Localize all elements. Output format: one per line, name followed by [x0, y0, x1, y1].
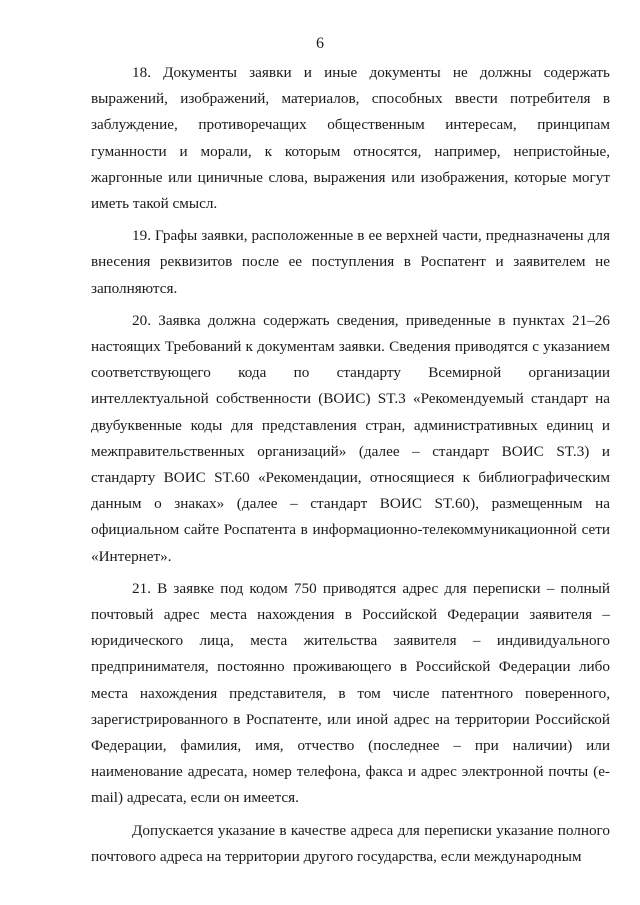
paragraph-18: 18. Документы заявки и иные документы не должны содержать выражений, изображений, материалов, способных ввести потребителя в заблуждение, противоречащих общественным интересам, принципам гуманности и морали, к которым относятся, например, непристойные, жаргонные или циничные слова, выражения или изображения, которые могут иметь такой смысл. [91, 64, 610, 213]
page-number: 6 [316, 35, 324, 52]
document-body [91, 60, 610, 870]
paragraph-20: 20. Заявка должна содержать сведения, приведенные в пунктах 21–26 настоящих Требований к документам заявки. Сведения приводятся с указанием соответствующего кода по стандарту Всемирной организации интеллектуальной собственности (ВОИС) ST.3 «Рекомендуемый стандарт на двубуквенные коды для представления стран, административных единиц и межправительственных организаций» (далее – стандарт ВОИС ST.3) и стандарту ВОИС ST.60 «Рекомендации, относящиеся к библиографическим данным о знаках» (далее – стандарт ВОИС ST.60), размещенным на официальном сайте Роспатента в информационно-телекоммуникационной сети «Интернет». [91, 311, 610, 565]
paragraph-21-continuation: Допускается указание в качестве адреса для переписки указание полного почтового адреса на территории другого государства, если международным [91, 821, 610, 865]
paragraph-21: 21. В заявке под кодом 750 приводятся адрес для переписки – полный почтовый адрес места нахождения в Российской Федерации заявителя – юридического лица, места жительства заявителя – индивидуального предпринимателя, постоянно проживающего в Российской Федерации либо места нахождения представителя, в том числе патентного поверенного, зарегистрированного в Роспатенте, или иной адрес на территории Российской Федерации, фамилия, имя, отчество (последнее – при наличии) или наименование адресата, номер телефона, факса и адрес электронной почты (e-mail) адресата, если он имеется. [91, 579, 610, 807]
paragraph-19: 19. Графы заявки, расположенные в ее верхней части, предназначены для внесения реквизитов после ее поступления в Роспатент и заявителем не заполняются. [91, 227, 610, 297]
